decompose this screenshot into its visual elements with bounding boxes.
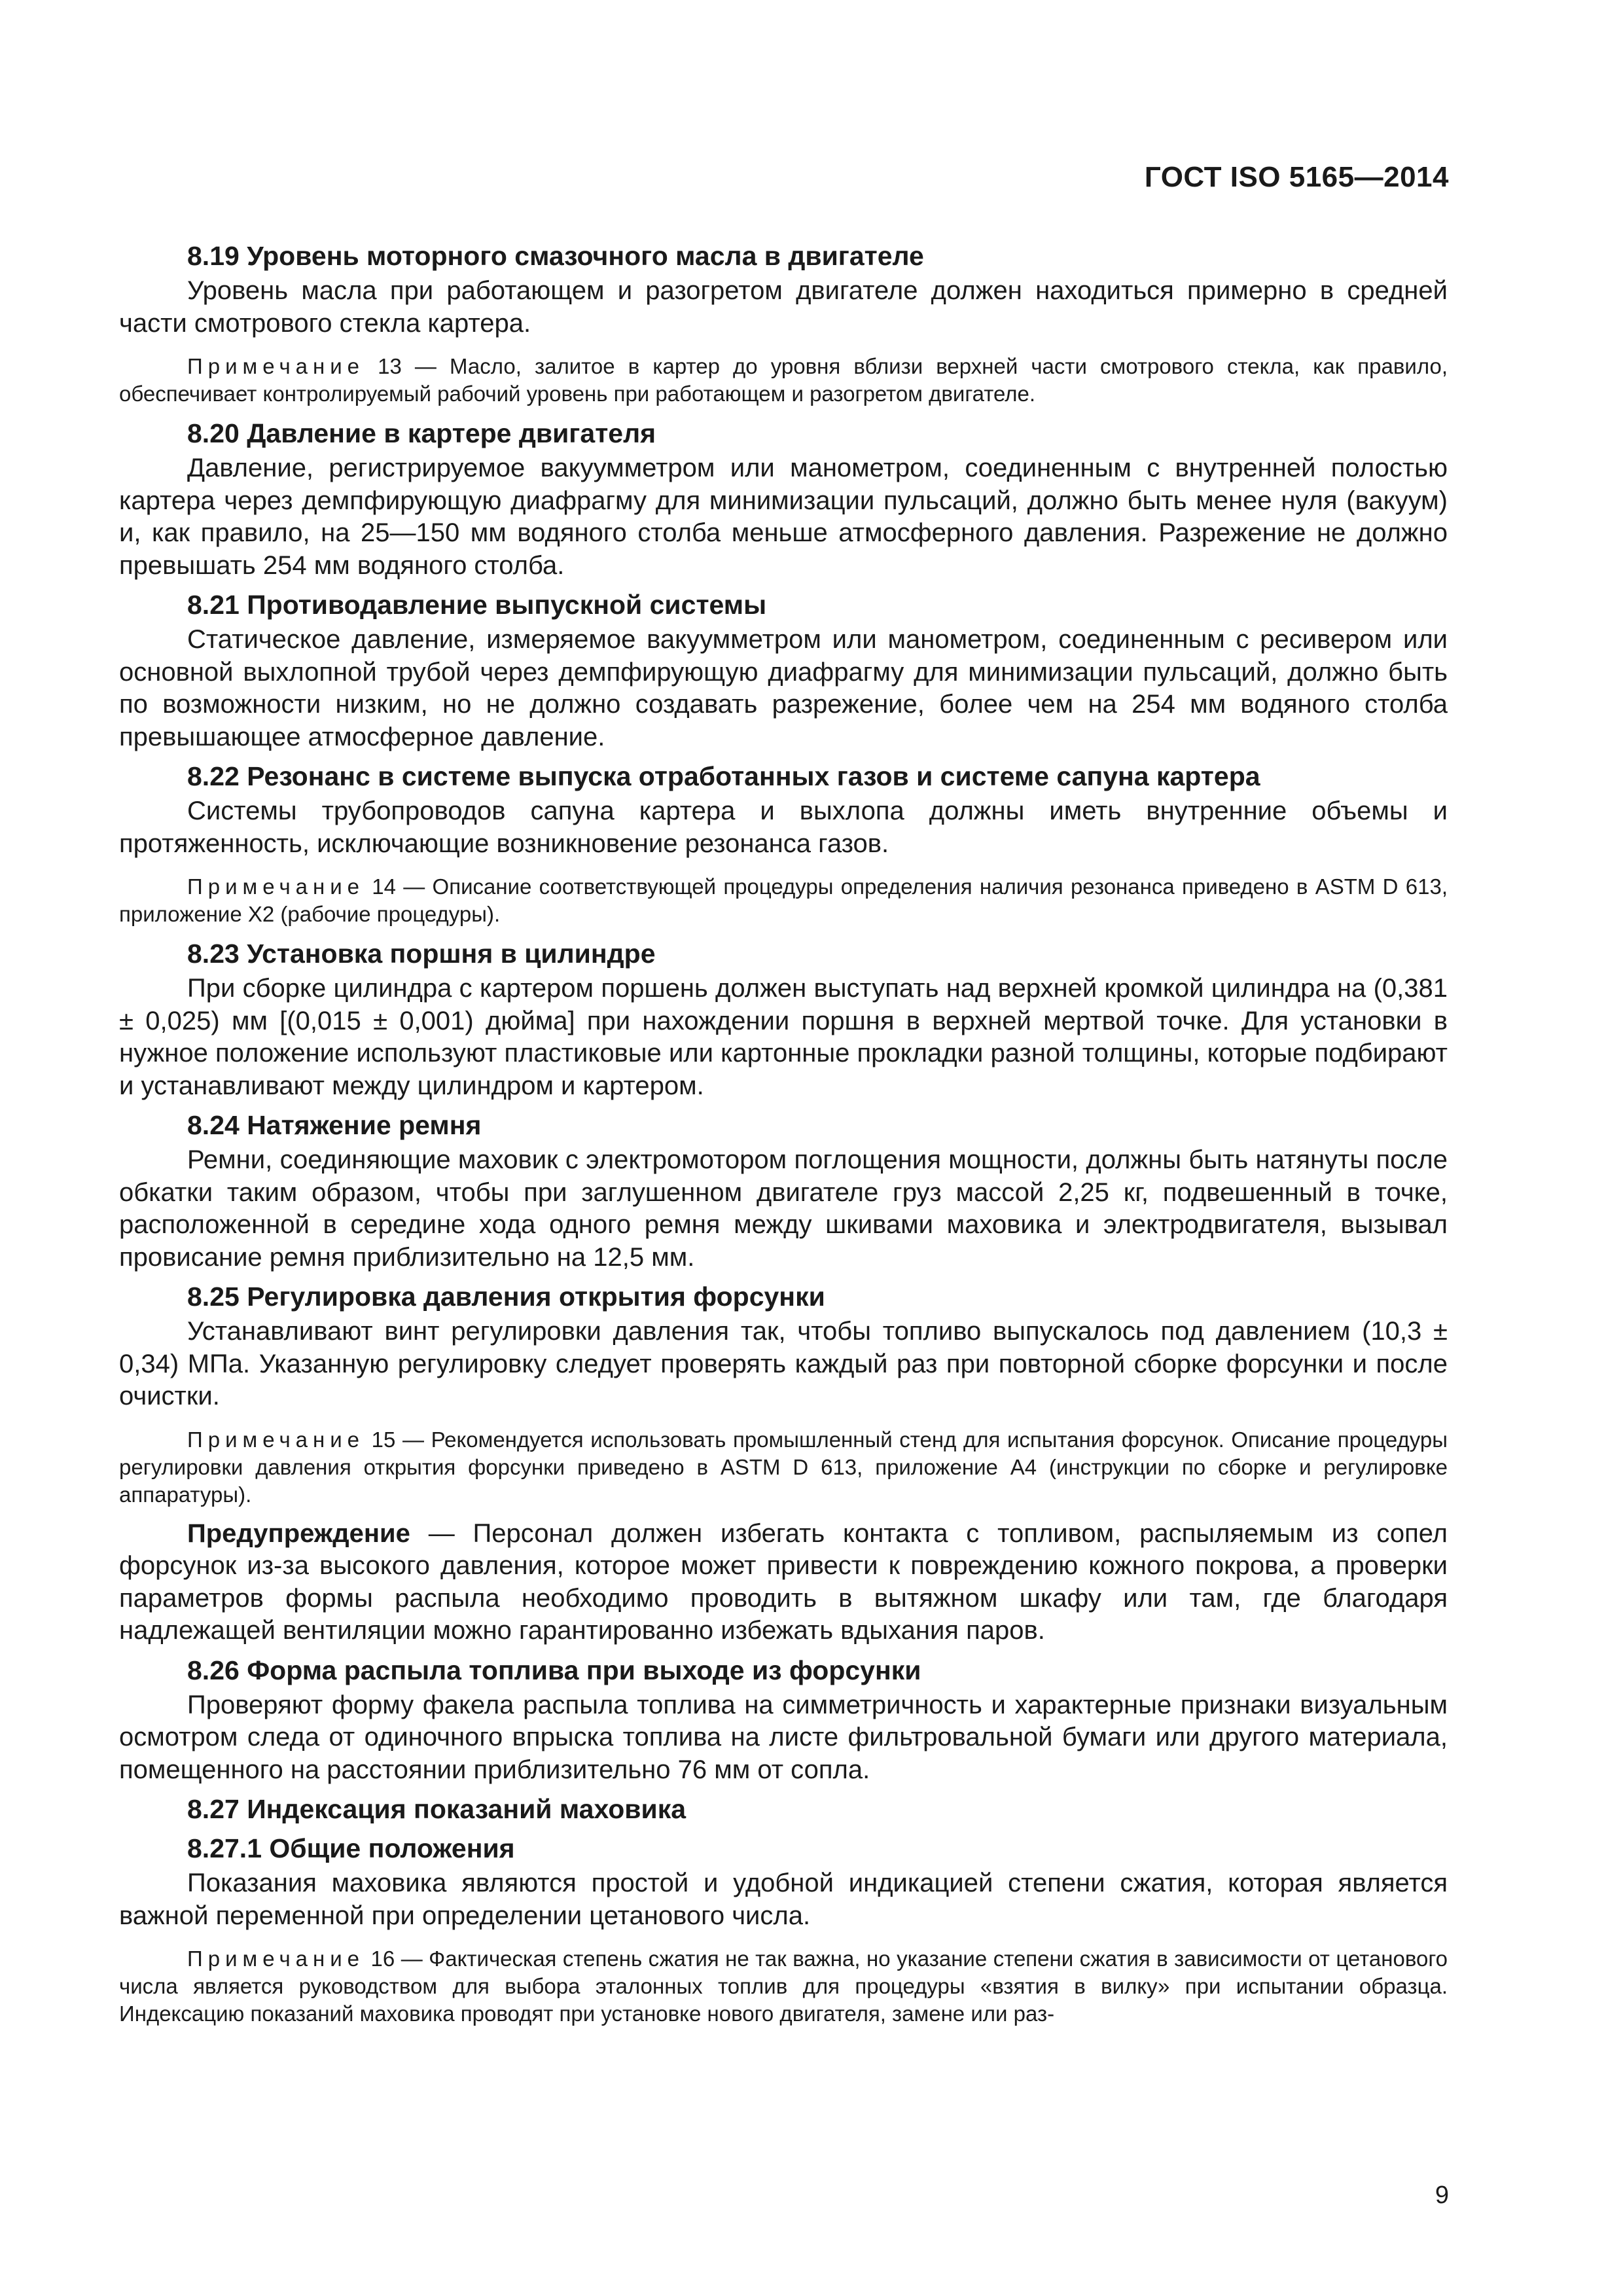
body-paragraph: Устанавливают винт регулировки давления так, чтобы топливо выпускалось под давлением (10,3 ± 0,34) МПа. Указанную регулировку следует проверять каждый раз при повторной сборке форсунки и после очистки.	[119, 1317, 1448, 1410]
section-heading: 8.19 Уровень моторного смазочного масла в двигателе	[187, 241, 924, 271]
body-paragraph: Ремни, соединяющие маховик с электромотором поглощения мощности, должны быть натянуты после обкатки таким образом, чтобы при заглушенном двигателе груз массой 2,25 кг, подвешенный в точке, расположенной в середине хода одного ремня между шкивами маховика и электродвигателя, вызывал провисание ремня приблизительно на 12,5 мм.	[119, 1145, 1448, 1272]
note-label: Примечание	[187, 1427, 365, 1452]
section-heading: 8.27 Индексация показаний маховика	[187, 1794, 687, 1824]
note-paragraph	[119, 353, 1448, 408]
note-label: Примечание	[187, 354, 365, 378]
warning-paragraph	[119, 1518, 1448, 1647]
note-paragraph	[119, 1945, 1448, 2028]
note-label: Примечание	[187, 1946, 365, 1971]
note-text: 13 — Масло, залитое в картер до уровня вблизи верхней части смотрового стекла, как правило, обеспечивает контролируемый рабочий уровень при работающем и разогретом двигателе.	[119, 354, 1448, 406]
body-paragraph: При сборке цилиндра с картером поршень должен выступать над верхней кромкой цилиндра на (0,381 ± 0,025) мм [(0,015 ± 0,001) дюйма] при нахождении поршня в верхней мертвой точке. Для установки в нужное положение используют пластиковые или картонные прокладки разной толщины, которые подбирают и устанавливают между цилиндром и картером.	[119, 974, 1448, 1100]
section-heading: 8.20 Давление в картере двигателя	[187, 418, 656, 448]
section-heading: 8.27.1 Общие положения	[187, 1833, 515, 1863]
body-paragraph: Давление, регистрируемое вакуумметром или манометром, соединенным с внутренней полостью картера через демпфирующую диафрагму для минимизации пульсаций, должно быть менее нуля (вакуум) и, как правило, на 25—150 мм водяного столба меньше атмосферного давления. Разрежение не должно превышать 254 мм водяного столба.	[119, 454, 1448, 580]
section-heading: 8.25 Регулировка давления открытия форсунки	[187, 1282, 825, 1312]
note-paragraph	[119, 1426, 1448, 1509]
section-heading: 8.26 Форма распыла топлива при выходе из форсунки	[187, 1655, 921, 1685]
warning-label: Предупреждение	[187, 1518, 410, 1548]
note-text: 15 — Рекомендуется использовать промышленный стенд для испытания форсунок. Описание процедуры регулировки давления открытия форсунки приведено в ASTM D 613, приложение А4 (инструкции по сборке и регулировке аппаратуры).	[119, 1427, 1448, 1507]
note-text: 14 — Описание соответствующей процедуры определения наличия резонанса приведено в ASTM D 613, приложение X2 (рабочие процедуры).	[119, 874, 1448, 926]
section-heading: 8.21 Противодавление выпускной системы	[187, 590, 767, 620]
document-body	[119, 233, 1448, 2037]
section-heading: 8.22 Резонанс в системе выпуска отработанных газов и системе сапуна картера	[187, 761, 1260, 791]
section-heading: 8.24 Натяжение ремня	[187, 1110, 482, 1140]
note-text: 16 — Фактическая степень сжатия не так важна, но указание степени сжатия в зависимости от цетанового числа является руководством для выбора эталонных топлив для процедуры «взятия в вилку» при испытании образца. Индексацию показаний маховика проводят при установке нового двигателя, замене или раз-	[119, 1946, 1448, 2026]
section-heading: 8.23 Установка поршня в цилиндре	[187, 939, 656, 969]
body-paragraph: Уровень масла при работающем и разогретом двигателе должен находиться примерно в средней части смотрового стекла картера.	[119, 276, 1448, 338]
body-paragraph: Статическое давление, измеряемое вакуумметром или манометром, соединенным с ресивером или основной выхлопной трубой через демпфирующую диафрагму для минимизации пульсаций, должно быть по возможности низким, но не должно создавать разрежение, более чем на 254 мм водяного столба превышающее атмосферное давление.	[119, 625, 1448, 751]
note-paragraph	[119, 873, 1448, 928]
page-number: 9	[1435, 2181, 1449, 2209]
body-paragraph: Проверяют форму факела распыла топлива на симметричность и характерные признаки визуальным осмотром следа от одиночного впрыска топлива на листе фильтровальной бумаги или другого материала, помещенного на расстоянии приблизительно 76 мм от сопла.	[119, 1690, 1448, 1784]
document-header: ГОСТ ISO 5165—2014	[1144, 161, 1449, 193]
body-paragraph: Системы трубопроводов сапуна картера и выхлопа должны иметь внутренние объемы и протяженность, исключающие возникновение резонанса газов.	[119, 797, 1448, 858]
note-label: Примечание	[187, 874, 365, 899]
warning-text: — Персонал должен избегать контакта с топливом, распыляемым из сопел форсунок из-за высокого давления, которое может привести к повреждению кожного покрова, а проверки параметров формы распыла необходимо проводить в вытяжном шкафу или там, где благодаря надлежащей вентиляции можно гарантированно избежать вдыхания паров.	[119, 1518, 1448, 1645]
body-paragraph: Показания маховика являются простой и удобной индикацией степени сжатия, которая является важной переменной при определении цетанового числа.	[119, 1869, 1448, 1930]
